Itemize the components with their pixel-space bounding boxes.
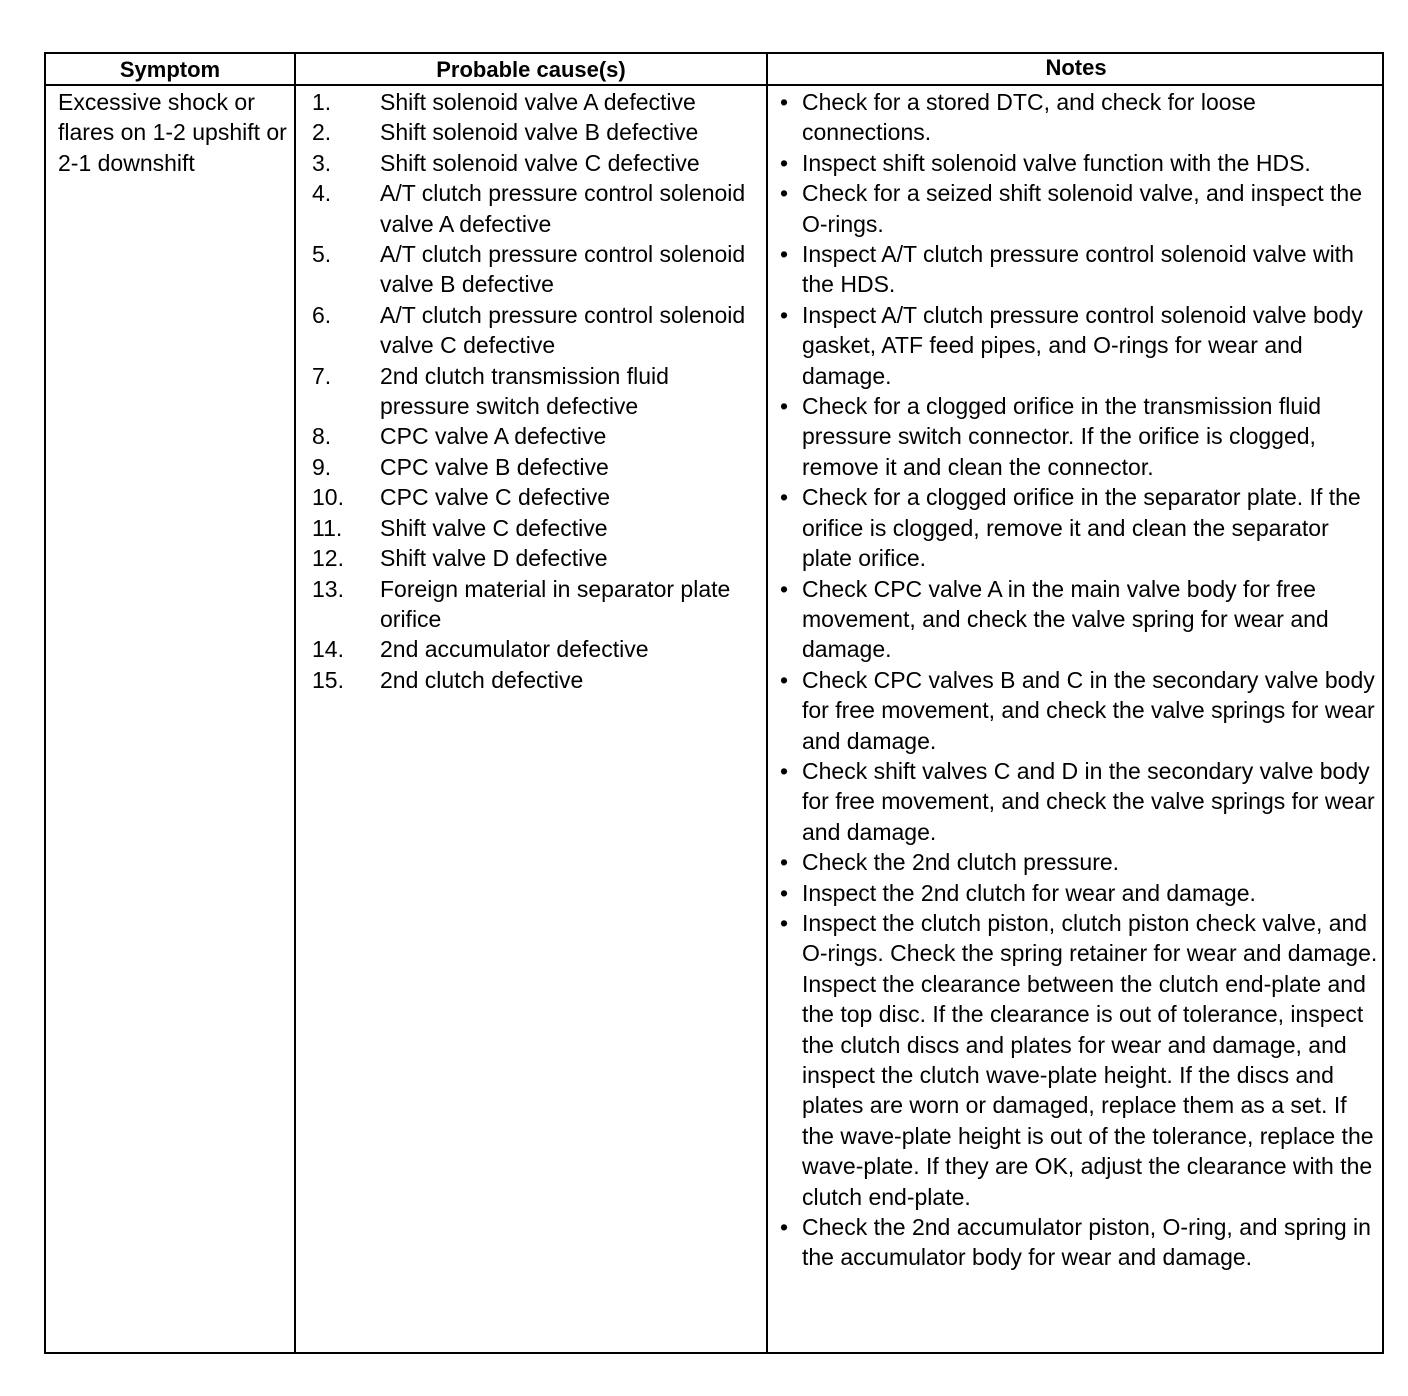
cause-text: 2nd clutch defective (380, 666, 584, 693)
notes-list (778, 87, 1384, 1273)
note-text: Inspect shift solenoid valve function with the HDS. (802, 149, 1311, 176)
cause-item (312, 634, 764, 664)
note-text: Check for a clogged orifice in the transmission fluid pressure switch connector. If the orifice is clogged, remove it and clean the connector. (802, 393, 1322, 480)
column-divider (294, 54, 296, 1352)
cause-item (312, 513, 764, 543)
bullet-icon: • (780, 909, 789, 936)
cause-item (312, 543, 764, 573)
cause-number: 4. (312, 180, 332, 207)
cause-item (312, 452, 764, 482)
cause-number: 2. (312, 119, 332, 146)
bullet-icon: • (780, 393, 789, 420)
cause-number: 6. (312, 301, 332, 328)
cause-number: 11. (312, 514, 343, 541)
cause-item (312, 148, 764, 178)
cause-text: A/T clutch pressure control solenoid valve A defective (380, 180, 746, 237)
cause-number: 5. (312, 241, 332, 268)
cause-item (312, 574, 764, 635)
note-text: Check shift valves C and D in the secondary valve body for free movement, and check the valve springs for wear and damage. (802, 757, 1375, 845)
note-item (778, 878, 1384, 908)
cause-text: CPC valve A defective (380, 423, 607, 450)
bullet-icon: • (780, 757, 789, 784)
note-text: Check for a seized shift solenoid valve, and inspect the O-rings. (802, 180, 1362, 237)
bullet-icon: • (780, 484, 789, 511)
cause-item (312, 178, 764, 239)
cause-item (312, 421, 764, 451)
cause-text: Shift solenoid valve C defective (380, 149, 700, 176)
note-item (778, 756, 1384, 847)
cause-text: 2nd clutch transmission fluid pressure switch defective (380, 362, 669, 420)
cause-number: 7. (312, 362, 332, 389)
cause-item (312, 87, 764, 117)
cause-number: 12. (312, 545, 344, 572)
note-item (778, 574, 1384, 665)
note-item (778, 148, 1384, 178)
cause-number: 13. (312, 575, 344, 602)
note-text: Check for a stored DTC, and check for loose connections. (802, 89, 1256, 146)
bullet-icon: • (780, 301, 789, 328)
bullet-icon: • (780, 879, 789, 906)
cause-item (312, 117, 764, 147)
cause-item (312, 482, 764, 512)
bullet-icon: • (780, 849, 789, 876)
cause-text: Shift valve C defective (380, 514, 608, 541)
bullet-icon: • (780, 575, 789, 602)
cause-number: 10. (312, 484, 344, 511)
cause-item (312, 665, 764, 695)
cause-number: 8. (312, 423, 332, 450)
cause-number: 15. (312, 666, 344, 693)
note-item (778, 847, 1384, 877)
column-divider (766, 54, 768, 1352)
note-item (778, 178, 1384, 239)
bullet-icon: • (780, 241, 789, 268)
note-item (778, 482, 1384, 573)
note-item (778, 908, 1384, 1212)
note-text: Inspect the clutch piston, clutch piston check valve, and O-rings. Check the spring retainer for wear and damage. Inspect the clearance between the clutch end-plate and the top disc. If the clearance is out of tolerance, inspect the clutch discs and plates for wear and damage, and inspect the clutch wave-plate height. If the discs and plates are worn or damaged, replace them as a set. If the wave-plate height is out of the tolerance, replace the wave-plate. If they are OK, adjust the clearance with the clutch end-plate. (802, 909, 1378, 1210)
bullet-icon: • (780, 180, 789, 207)
cause-text: CPC valve C defective (380, 484, 611, 511)
cause-item (312, 300, 764, 361)
cause-text: Shift solenoid valve A defective (380, 89, 696, 115)
note-item (778, 391, 1384, 482)
cause-text: A/T clutch pressure control solenoid valve B defective (380, 241, 746, 298)
bullet-icon: • (780, 666, 789, 693)
header-divider (46, 84, 1382, 86)
note-item (778, 87, 1384, 148)
header-symptom: Symptom (119, 57, 221, 82)
troubleshooting-table (44, 52, 1384, 1354)
cause-number: 9. (312, 453, 332, 480)
bullet-icon: • (780, 89, 789, 115)
cause-number: 1. (312, 89, 332, 115)
cause-number: 3. (312, 149, 332, 176)
header-notes: Notes (1045, 55, 1107, 80)
cause-number: 14. (312, 636, 344, 663)
note-item (778, 239, 1384, 300)
note-text: Inspect A/T clutch pressure control solenoid valve with the HDS. (802, 241, 1354, 298)
note-text: Check CPC valves B and C in the secondary valve body for free movement, and check the valve springs for wear and damage. (802, 666, 1375, 754)
bullet-icon: • (780, 1214, 789, 1241)
note-item (778, 300, 1384, 391)
cause-text: Foreign material in separator plate orifice (380, 575, 731, 632)
note-item (778, 1212, 1384, 1273)
note-text: Check the 2nd clutch pressure. (802, 849, 1120, 876)
note-text: Check for a clogged orifice in the separator plate. If the orifice is clogged, remove it and clean the separator plate orifice. (802, 484, 1361, 572)
cause-text: A/T clutch pressure control solenoid valve C defective (380, 301, 746, 359)
note-text: Inspect A/T clutch pressure control solenoid valve body gasket, ATF feed pipes, and O-rings for wear and damage. (802, 301, 1363, 389)
note-text: Inspect the 2nd clutch for wear and damage. (802, 879, 1256, 906)
cause-text: 2nd accumulator defective (380, 636, 649, 663)
header-probable-causes: Probable cause(s) (436, 57, 626, 82)
cause-text: Shift valve D defective (380, 545, 608, 572)
cause-item (312, 361, 764, 422)
bullet-icon: • (780, 149, 789, 176)
note-text: Check the 2nd accumulator piston, O-ring, and spring in the accumulator body for wear and damage. (802, 1214, 1371, 1271)
cause-item (312, 239, 764, 300)
probable-causes-list (312, 87, 764, 695)
note-item (778, 665, 1384, 756)
note-text: Check CPC valve A in the main valve body for free movement, and check the valve spring for wear and damage. (802, 575, 1329, 663)
symptom-cell: Excessive shock or flares on 1-2 upshift or 2-1 downshift (58, 89, 287, 176)
cause-text: Shift solenoid valve B defective (380, 119, 699, 146)
cause-text: CPC valve B defective (380, 453, 609, 480)
